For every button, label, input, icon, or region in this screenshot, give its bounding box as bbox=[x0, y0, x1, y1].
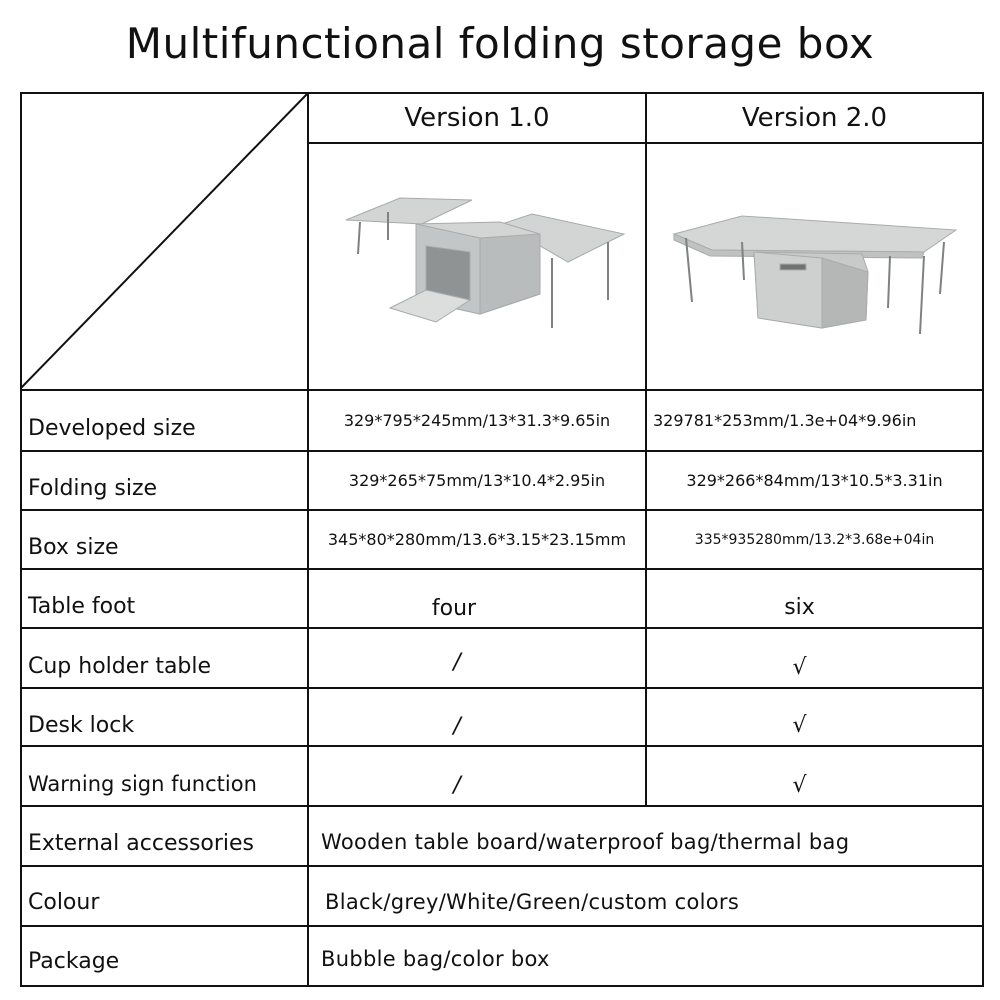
cup-holder-table-version-1: / bbox=[453, 649, 461, 675]
external-accessories-value: Wooden table board/waterproof bag/thermal bag bbox=[321, 830, 850, 854]
warning-sign-function-version-1: / bbox=[453, 772, 461, 798]
row-label-warning-sign-function: Warning sign function bbox=[28, 772, 257, 796]
desk-lock-version-1: / bbox=[453, 713, 461, 739]
row-label-external-accessories: External accessories bbox=[28, 830, 255, 856]
row-label-developed-size: Developed size bbox=[28, 416, 196, 441]
row-label-colour: Colour bbox=[28, 889, 100, 915]
row-label-package: Package bbox=[28, 948, 120, 974]
box-size-version-1: 345*80*280mm/13.6*3.15*23.15mm bbox=[327, 530, 627, 549]
row-label-box-size: Box size bbox=[28, 535, 119, 560]
folding-size-version-1: 329*265*75mm/13*10.4*2.95in bbox=[348, 471, 606, 490]
version-2-product-image bbox=[672, 212, 962, 336]
column-header-version-2: Version 2.0 bbox=[741, 103, 888, 133]
desk-lock-version-2: √ bbox=[792, 712, 807, 738]
cup-holder-table-version-2: √ bbox=[792, 654, 807, 680]
version-1-product-image bbox=[340, 190, 630, 330]
row-label-folding-size: Folding size bbox=[28, 476, 158, 501]
box-size-version-2: 335*935280mm/13.2*3.68e+04in bbox=[694, 531, 935, 548]
row-label-table-foot: Table foot bbox=[28, 594, 136, 619]
warning-sign-function-version-2: √ bbox=[792, 772, 807, 798]
table-foot-version-2: six bbox=[784, 595, 815, 620]
table-foot-version-1: four bbox=[431, 596, 477, 621]
folding-size-version-2: 329*266*84mm/13*10.5*3.31in bbox=[686, 471, 943, 490]
page-title: Multifunctional folding storage box bbox=[125, 19, 875, 68]
row-label-desk-lock: Desk lock bbox=[28, 712, 135, 738]
developed-size-version-2: 329781*253mm/1.3e+04*9.96in bbox=[653, 411, 917, 430]
package-value: Bubble bag/color box bbox=[321, 947, 550, 971]
row-label-cup-holder-table: Cup holder table bbox=[28, 653, 212, 679]
column-header-version-1: Version 1.0 bbox=[404, 103, 550, 133]
developed-size-version-1: 329*795*245mm/13*31.3*9.65in bbox=[343, 411, 611, 430]
colour-value: Black/grey/White/Green/custom colors bbox=[325, 890, 740, 914]
